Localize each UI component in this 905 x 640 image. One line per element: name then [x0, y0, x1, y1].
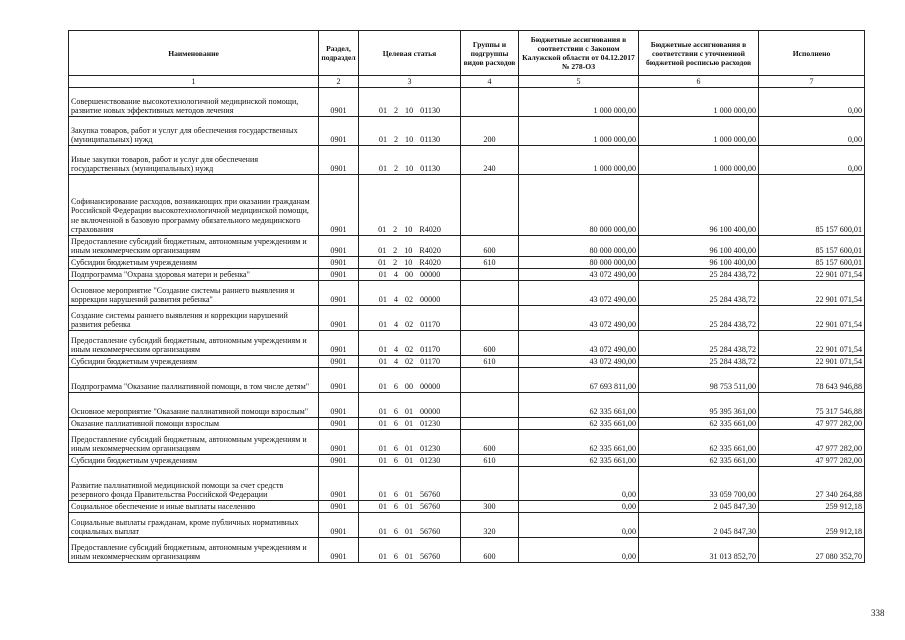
table-row	[69, 393, 865, 418]
target-code-part: 01	[378, 270, 387, 280]
row-group	[461, 306, 519, 331]
row-group: 600	[461, 430, 519, 455]
target-code-part: 01170	[420, 320, 441, 330]
row-executed: 22 901 071,54	[759, 356, 865, 368]
row-executed: 22 901 071,54	[759, 269, 865, 281]
target-code-part: 56760	[420, 552, 441, 562]
table-row	[69, 455, 865, 467]
table-body	[69, 88, 865, 563]
row-name: Подпрограмма "Оказание паллиативной помощи, в том числе детям"	[69, 368, 319, 393]
row-group: 610	[461, 455, 519, 467]
target-code-part: 01	[378, 407, 387, 417]
table-row	[69, 175, 865, 236]
row-name: Основное мероприятие "Оказание паллиативной помощи взрослым"	[69, 393, 319, 418]
target-code-part: 2	[394, 135, 399, 145]
target-code-part: 01130	[420, 164, 441, 174]
row-target	[359, 418, 461, 430]
row-refined: 62 335 661,00	[639, 455, 759, 467]
target-code-part: 01	[404, 456, 413, 466]
row-law: 1 000 000,00	[519, 88, 639, 117]
row-refined: 25 284 438,72	[639, 269, 759, 281]
table-row	[69, 281, 865, 306]
row-executed: 85 157 600,01	[759, 175, 865, 236]
target-code-part: 01	[378, 225, 387, 235]
row-section: 0901	[319, 538, 359, 563]
row-target	[359, 501, 461, 513]
row-name: Закупка товаров, работ и услуг для обеспечения государственных (муниципальных) нужд	[69, 117, 319, 146]
row-target	[359, 393, 461, 418]
target-code-part: 6	[393, 407, 398, 417]
row-target	[359, 467, 461, 501]
target-code-part: 01	[378, 164, 387, 174]
row-name: Предоставление субсидий бюджетным, автономным учреждениям и иным некоммерческим организациям	[69, 538, 319, 563]
row-section: 0901	[319, 281, 359, 306]
target-code-part: 00000	[420, 295, 441, 305]
row-executed: 47 977 282,00	[759, 455, 865, 467]
target-code-part: 00000	[420, 270, 441, 280]
target-code-part: 01	[404, 419, 413, 429]
target-code-part: 01	[378, 502, 387, 512]
row-group: 600	[461, 538, 519, 563]
target-code-part: 01	[404, 552, 413, 562]
column-number: 2	[319, 76, 359, 88]
target-code-part: 2	[394, 106, 399, 116]
header-groups: Группы и подгруппы видов расходов	[461, 31, 519, 76]
row-group	[461, 418, 519, 430]
header-refined: Бюджетные ассигнования в соответствии с уточненной бюджетной росписью расходов	[639, 31, 759, 76]
target-code-part: 00000	[420, 382, 441, 392]
target-code-part: 02	[405, 357, 414, 367]
row-executed: 0,00	[759, 88, 865, 117]
target-code-part: 01	[404, 527, 413, 537]
table-row	[69, 356, 865, 368]
row-section: 0901	[319, 117, 359, 146]
row-refined: 96 100 400,00	[639, 257, 759, 269]
row-group: 240	[461, 146, 519, 175]
table-row	[69, 146, 865, 175]
row-executed: 27 080 352,70	[759, 538, 865, 563]
table-header	[69, 31, 865, 88]
row-target	[359, 368, 461, 393]
target-code-part: 2	[393, 225, 398, 235]
row-name: Оказание паллиативной помощи взрослым	[69, 418, 319, 430]
target-code-part: 01	[378, 106, 387, 116]
target-code-part: 00	[404, 270, 413, 280]
row-law: 0,00	[519, 513, 639, 538]
row-target	[359, 117, 461, 146]
target-code-part: 01	[378, 527, 387, 537]
target-code-part: 10	[404, 246, 413, 256]
row-law: 43 072 490,00	[519, 356, 639, 368]
row-law: 43 072 490,00	[519, 331, 639, 356]
table-row	[69, 368, 865, 393]
target-code-part: 01	[378, 444, 387, 454]
row-executed: 85 157 600,01	[759, 236, 865, 257]
row-law: 80 000 000,00	[519, 257, 639, 269]
target-code-part: 6	[393, 490, 398, 500]
target-code-part: 01	[378, 382, 387, 392]
row-group	[461, 368, 519, 393]
target-code-part: 01	[378, 135, 387, 145]
row-law: 0,00	[519, 467, 639, 501]
table-row	[69, 88, 865, 117]
row-name: Создание системы раннего выявления и коррекции нарушений развития ребенка	[69, 306, 319, 331]
row-refined: 25 284 438,72	[639, 306, 759, 331]
target-code-part: 6	[393, 444, 398, 454]
target-code-part: 01130	[420, 135, 441, 145]
row-law: 62 335 661,00	[519, 393, 639, 418]
row-law: 43 072 490,00	[519, 306, 639, 331]
table-row	[69, 117, 865, 146]
row-group: 300	[461, 501, 519, 513]
row-name: Предоставление субсидий бюджетным, автономным учреждениям и иным некоммерческим организациям	[69, 430, 319, 455]
target-code-part: 00000	[420, 407, 441, 417]
row-executed: 75 317 546,88	[759, 393, 865, 418]
column-number: 1	[69, 76, 319, 88]
row-group	[461, 88, 519, 117]
row-refined: 62 335 661,00	[639, 418, 759, 430]
row-executed: 47 977 282,00	[759, 418, 865, 430]
row-refined: 31 013 852,70	[639, 538, 759, 563]
row-target	[359, 269, 461, 281]
row-group	[461, 393, 519, 418]
table-row	[69, 236, 865, 257]
target-code-part: 2	[393, 246, 398, 256]
table-row	[69, 306, 865, 331]
row-refined: 96 100 400,00	[639, 236, 759, 257]
row-executed: 22 901 071,54	[759, 281, 865, 306]
row-name: Предоставление субсидий бюджетным, автономным учреждениям и иным некоммерческим организациям	[69, 236, 319, 257]
target-code-part: 10	[405, 135, 414, 145]
row-section: 0901	[319, 368, 359, 393]
row-refined: 25 284 438,72	[639, 356, 759, 368]
row-executed: 0,00	[759, 146, 865, 175]
row-executed: 259 912,18	[759, 513, 865, 538]
row-law: 43 072 490,00	[519, 281, 639, 306]
table-row	[69, 467, 865, 501]
header-target: Целевая статья	[359, 31, 461, 76]
row-section: 0901	[319, 331, 359, 356]
row-refined: 96 100 400,00	[639, 175, 759, 236]
target-code-part: 01	[378, 490, 387, 500]
row-name: Совершенствование высокотехнологичной медицинской помощи, развитие новых эффективных методов лечения	[69, 88, 319, 117]
target-code-part: 6	[393, 502, 398, 512]
row-section: 0901	[319, 467, 359, 501]
row-refined: 95 395 361,00	[639, 393, 759, 418]
target-code-part: 6	[393, 527, 398, 537]
header-section: Раздел, подраздел	[319, 31, 359, 76]
row-name: Предоставление субсидий бюджетным, автономным учреждениям и иным некоммерческим организациям	[69, 331, 319, 356]
row-section: 0901	[319, 501, 359, 513]
row-executed: 22 901 071,54	[759, 306, 865, 331]
row-group	[461, 175, 519, 236]
target-code-part: 6	[393, 552, 398, 562]
target-code-part: 01230	[420, 419, 441, 429]
row-target	[359, 257, 461, 269]
target-code-part: 02	[405, 345, 414, 355]
column-number: 6	[639, 76, 759, 88]
budget-execution-table	[68, 30, 865, 563]
row-name: Субсидии бюджетным учреждениям	[69, 356, 319, 368]
row-name: Развитие паллиативной медицинской помощи за счет средств резервного фонда Правительства Российской Федерации	[69, 467, 319, 501]
row-refined: 98 753 511,00	[639, 368, 759, 393]
row-refined: 1 000 000,00	[639, 117, 759, 146]
target-code-part: 56760	[420, 490, 441, 500]
target-code-part: 01170	[420, 357, 441, 367]
target-code-part: 01230	[420, 444, 441, 454]
header-law: Бюджетные ассигнования в соответствии с Законом Калужской области от 04.12.2017 № 278-ОЗ	[519, 31, 639, 76]
row-group: 600	[461, 331, 519, 356]
row-section: 0901	[319, 269, 359, 281]
row-refined: 1 000 000,00	[639, 146, 759, 175]
row-target	[359, 430, 461, 455]
row-refined: 25 284 438,72	[639, 281, 759, 306]
target-code-part: 01	[404, 490, 413, 500]
target-code-part: 01	[378, 456, 387, 466]
column-number: 3	[359, 76, 461, 88]
row-name: Социальное обеспечение и иные выплаты населению	[69, 501, 319, 513]
row-target	[359, 306, 461, 331]
column-number: 7	[759, 76, 865, 88]
row-law: 62 335 661,00	[519, 430, 639, 455]
row-executed: 22 901 071,54	[759, 331, 865, 356]
row-law: 43 072 490,00	[519, 269, 639, 281]
target-code-part: R4020	[419, 246, 441, 256]
target-code-part: 01	[378, 295, 387, 305]
row-section: 0901	[319, 356, 359, 368]
row-group: 200	[461, 117, 519, 146]
target-code-part: 4	[394, 320, 399, 330]
target-code-part: 01	[404, 407, 413, 417]
row-executed: 27 340 264,88	[759, 467, 865, 501]
target-code-part: 02	[404, 295, 413, 305]
target-code-part: 10	[404, 258, 413, 268]
table-row	[69, 538, 865, 563]
row-executed: 47 977 282,00	[759, 430, 865, 455]
table-row	[69, 513, 865, 538]
row-group	[461, 269, 519, 281]
row-name: Софинансирование расходов, возникающих при оказании гражданам Российской Федерации высокотехнологичной медицинской помощи, не включенной в базовую программу обязательного медицинского страхования	[69, 175, 319, 236]
row-target	[359, 175, 461, 236]
row-target	[359, 455, 461, 467]
table-row	[69, 430, 865, 455]
target-code-part: 10	[405, 106, 414, 116]
row-target	[359, 281, 461, 306]
header-name: Наименование	[69, 31, 319, 76]
target-code-part: 00	[404, 382, 413, 392]
row-target	[359, 331, 461, 356]
page-number: 338	[871, 608, 885, 618]
target-code-part: 4	[394, 357, 399, 367]
target-code-part: 02	[405, 320, 414, 330]
row-group: 610	[461, 356, 519, 368]
row-group	[461, 467, 519, 501]
target-code-part: 4	[394, 345, 399, 355]
table-row	[69, 257, 865, 269]
row-law: 0,00	[519, 501, 639, 513]
target-code-part: R4020	[419, 225, 441, 235]
row-target	[359, 356, 461, 368]
row-target	[359, 513, 461, 538]
row-section: 0901	[319, 455, 359, 467]
row-executed: 0,00	[759, 117, 865, 146]
row-section: 0901	[319, 146, 359, 175]
row-law: 80 000 000,00	[519, 236, 639, 257]
row-name: Субсидии бюджетным учреждениям	[69, 455, 319, 467]
row-section: 0901	[319, 393, 359, 418]
row-name: Подпрограмма "Охрана здоровья матери и ребенка"	[69, 269, 319, 281]
column-number: 5	[519, 76, 639, 88]
row-group: 320	[461, 513, 519, 538]
row-law: 62 335 661,00	[519, 418, 639, 430]
target-code-part: 01	[378, 246, 387, 256]
row-refined: 2 045 847,30	[639, 501, 759, 513]
target-code-part: 10	[405, 164, 414, 174]
row-law: 62 335 661,00	[519, 455, 639, 467]
row-executed: 78 643 946,88	[759, 368, 865, 393]
header-executed: Исполнено	[759, 31, 865, 76]
column-number: 4	[461, 76, 519, 88]
table-row	[69, 331, 865, 356]
row-section: 0901	[319, 513, 359, 538]
target-code-part: 01	[378, 345, 387, 355]
row-group: 600	[461, 236, 519, 257]
row-section: 0901	[319, 257, 359, 269]
row-section: 0901	[319, 306, 359, 331]
target-code-part: 6	[393, 419, 398, 429]
row-section: 0901	[319, 88, 359, 117]
target-code-part: 01	[404, 444, 413, 454]
row-target	[359, 538, 461, 563]
row-target	[359, 88, 461, 117]
target-code-part: 6	[393, 382, 398, 392]
row-law: 1 000 000,00	[519, 117, 639, 146]
row-name: Иные закупки товаров, работ и услуг для обеспечения государственных (муниципальных) нужд	[69, 146, 319, 175]
row-target	[359, 236, 461, 257]
row-executed: 85 157 600,01	[759, 257, 865, 269]
target-code-part: 10	[404, 225, 413, 235]
row-target	[359, 146, 461, 175]
row-group	[461, 281, 519, 306]
row-law: 1 000 000,00	[519, 146, 639, 175]
column-number-row	[69, 76, 865, 88]
target-code-part: 01130	[420, 106, 441, 116]
target-code-part: 6	[393, 456, 398, 466]
row-refined: 1 000 000,00	[639, 88, 759, 117]
row-name: Социальные выплаты гражданам, кроме публичных нормативных социальных выплат	[69, 513, 319, 538]
row-name: Субсидии бюджетным учреждениям	[69, 257, 319, 269]
target-code-part: 01	[378, 320, 387, 330]
target-code-part: 01	[404, 502, 413, 512]
target-code-part: 01	[378, 258, 387, 268]
target-code-part: 2	[393, 258, 398, 268]
target-code-part: R4020	[419, 258, 441, 268]
row-refined: 62 335 661,00	[639, 430, 759, 455]
target-code-part: 4	[393, 295, 398, 305]
row-refined: 25 284 438,72	[639, 331, 759, 356]
row-name: Основное мероприятие "Создание системы раннего выявления и коррекции нарушений развития ребенка"	[69, 281, 319, 306]
target-code-part: 56760	[420, 527, 441, 537]
row-law: 0,00	[519, 538, 639, 563]
target-code-part: 4	[393, 270, 398, 280]
target-code-part: 56760	[420, 502, 441, 512]
row-law: 67 693 811,00	[519, 368, 639, 393]
table-row	[69, 418, 865, 430]
target-code-part: 01	[378, 552, 387, 562]
target-code-part: 01170	[420, 345, 441, 355]
target-code-part: 01230	[420, 456, 441, 466]
target-code-part: 01	[378, 357, 387, 367]
table-row	[69, 269, 865, 281]
target-code-part: 01	[378, 419, 387, 429]
row-refined: 33 059 700,00	[639, 467, 759, 501]
row-section: 0901	[319, 175, 359, 236]
target-code-part: 2	[394, 164, 399, 174]
table-row	[69, 501, 865, 513]
row-executed: 259 912,18	[759, 501, 865, 513]
row-section: 0901	[319, 236, 359, 257]
row-section: 0901	[319, 430, 359, 455]
row-section: 0901	[319, 418, 359, 430]
row-law: 80 000 000,00	[519, 175, 639, 236]
row-group: 610	[461, 257, 519, 269]
row-refined: 2 045 847,30	[639, 513, 759, 538]
